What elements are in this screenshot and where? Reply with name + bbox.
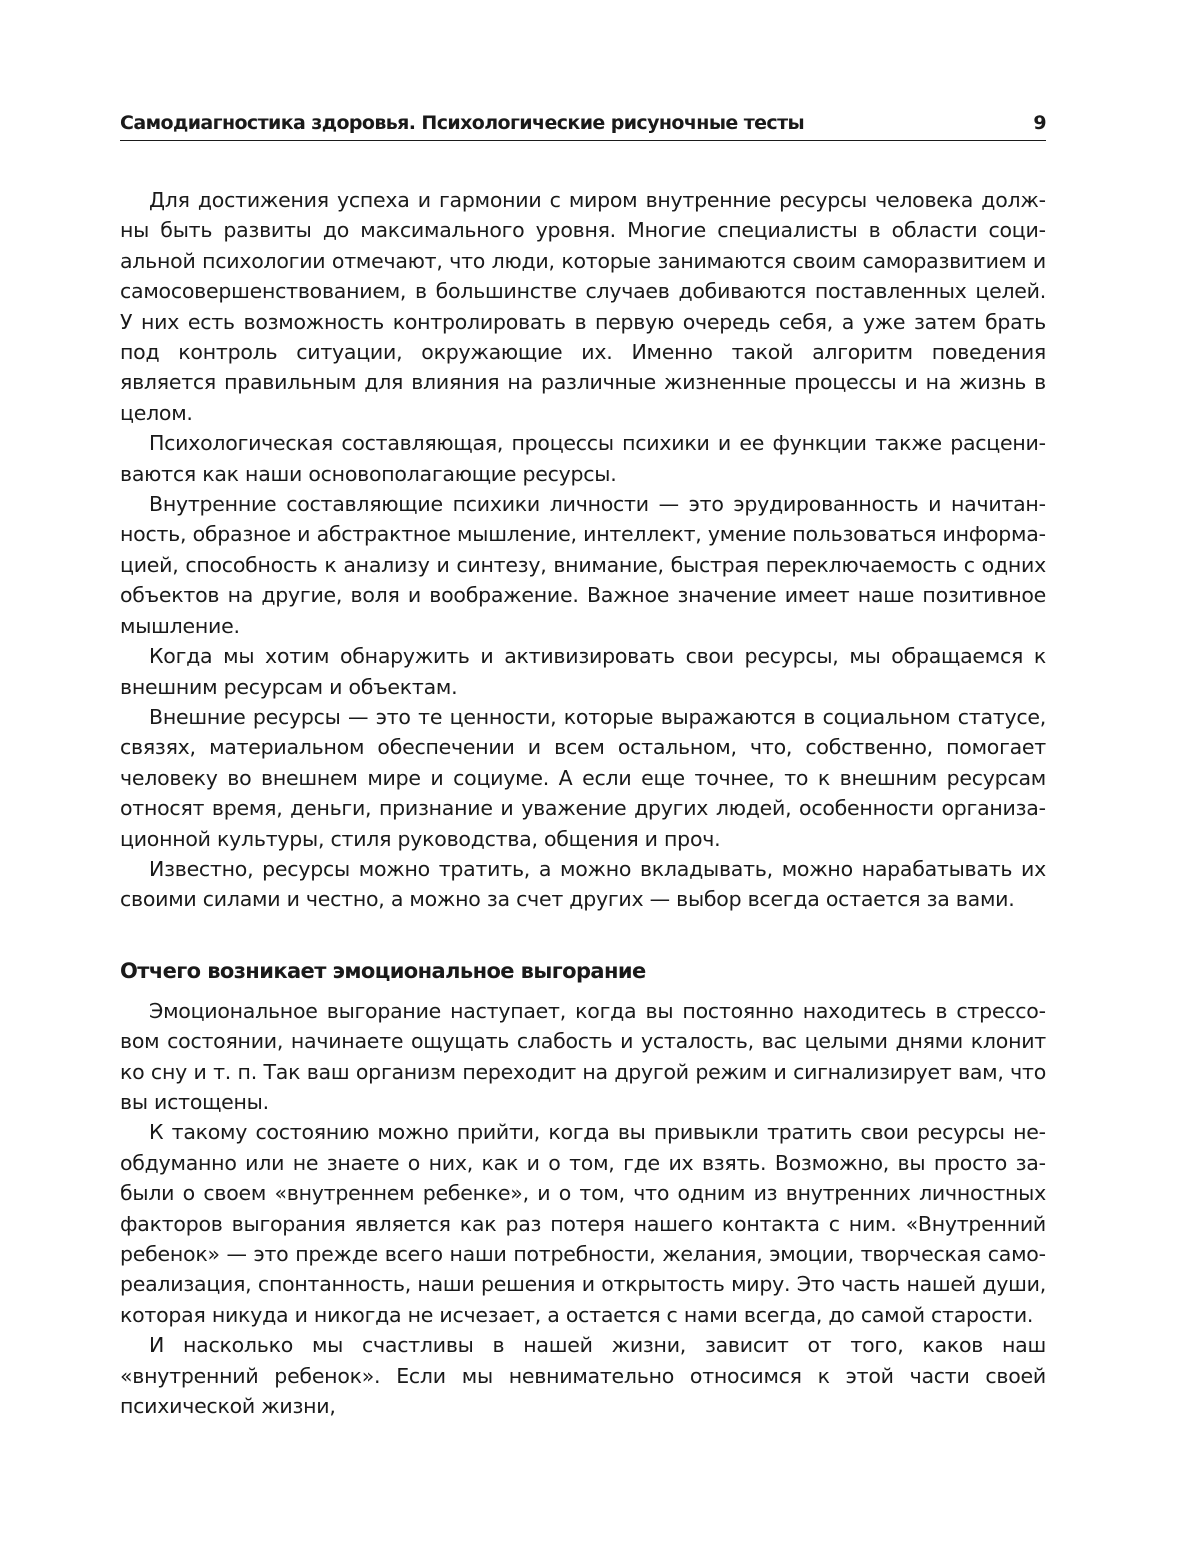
body-text xyxy=(120,185,1046,1421)
book-page xyxy=(120,112,1046,1421)
paragraph: Когда мы хотим обнаружить и активизировать свои ресурсы, мы обращаемся к внешним ресурсам и объектам. xyxy=(120,644,1046,699)
paragraph: Эмоциональное выгорание наступает, когда вы постоянно находитесь в стрессовом состоянии, начинаете ощущать слабость и усталость, вас целыми днями клонит ко сну и т. п. Так ваш организм переходит на другой режим и сигнализирует вам, что вы истощены. xyxy=(120,998,1046,1114)
paragraph: К такому состоянию можно прийти, когда вы привыкли тратить свои ресурсы необдуманно или не знаете о них, как и о том, где их взять. Возможно, вы просто забыли о своем «внутреннем ребенке», и о том, что одним из внутренних личностных факторов выгорания является как раз потеря нашего контакта с ним. «Внутренний ребенок» — это прежде всего наши потребности, желания, эмоции, творческая самореализация, спонтанность, наши решения и открытость миру. Это часть нашей души, которая никуда и никогда не исчезает, а остается с нами всегда, до самой старости. xyxy=(120,1120,1046,1327)
paragraph: Известно, ресурсы можно тратить, а можно вкладывать, можно нарабатывать их своими силами и честно, а можно за счет других — выбор всегда остается за вами. xyxy=(120,856,1046,912)
paragraph: И насколько мы счастливы в нашей жизни, зависит от того, каков наш «внутренний ребенок». Если мы невнимательно относимся к этой части своей психической жизни, xyxy=(120,1333,1046,1419)
page-number: 9 xyxy=(1033,112,1046,134)
paragraph: Для достижения успеха и гармонии с миром внутренние ресурсы человека должны быть развиты до максимального уровня. Многие специалисты в области социальной психологии отмечают, что люди, которые занимаются своим саморазвитием и самосовершенствованием, в большинстве случаев добиваются поставленных целей. У них есть возможность контролировать в первую очередь себя, а уже затем брать под контроль ситуации, окружающие их. Именно такой алгоритм поведения является правильным для влияния на различные жизненные процессы и на жизнь в целом. xyxy=(120,188,1046,425)
paragraph: Психологическая составляющая, процессы психики и ее функции также расцениваются как наши основополагающие ресурсы. xyxy=(120,431,1046,486)
paragraph: Внешние ресурсы — это те ценности, которые выражаются в социальном статусе, связях, материальном обеспечении и всем остальном, что, собственно, помогает человеку во внешнем мире и социуме. А если еще точнее, то к внешним ресурсам относят время, деньги, признание и уважение других людей, особенности организационной культуры, стиля руководства, общения и проч. xyxy=(120,704,1046,851)
paragraph: Внутренние составляющие психики личности — это эрудированность и начитанность, образное и абстрактное мышление, интеллект, умение пользоваться информацией, способность к анализу и синтезу, внимание, быстрая переключаемость с одних объектов на другие, воля и воображение. Важное значение имеет наше позитивное мышление. xyxy=(120,492,1046,638)
running-title: Самодиагностика здоровья. Психологические рисуночные тесты xyxy=(120,112,805,134)
section-heading: Отчего возникает эмоциональное выгорание xyxy=(120,958,646,983)
running-header xyxy=(120,112,1046,141)
